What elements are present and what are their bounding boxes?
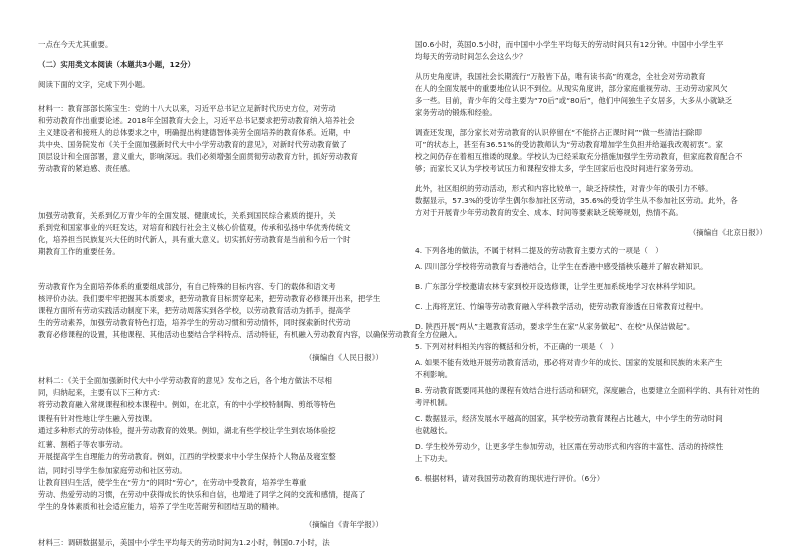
text-line: 期教育工作的重要任务。 — [38, 247, 120, 256]
text-line: 核评价办法。我们要牢牢把握其本质要求，把劳动教育目标贯穿起来，把劳动教育必修课开出来，把学生 — [38, 294, 381, 303]
text-line: 可”的状态上，甚至有36.51%的受访教师认为“劳动教育增加学生负担并给逼我改观初衷”。家 — [415, 140, 723, 149]
option-c-cont: 也就越长。 — [415, 426, 453, 435]
question-6: 6. 根据材料，请对我国劳动教育的现状进行评价。（6分） — [415, 474, 605, 483]
text-line: 家务劳动的锻炼和经验。 — [415, 108, 497, 117]
text-line: 和劳动教育作出重要论述。2018年全国教育大会上，习近平总书记要求把劳动教育纳入培养社会 — [38, 116, 355, 125]
source-citation: （摘编自《人民日报》） — [304, 353, 383, 362]
option-b[interactable]: B. 劳动教育既要同其他的课程有效结合进行活动和研究，深度融合，也要建立全面科学的、具有针对性的 — [415, 386, 760, 395]
option-d-cont: 上下功夫。 — [415, 454, 453, 463]
source-citation: （摘编自《青年学报》） — [304, 520, 383, 529]
option-c[interactable]: C. 上海将烹饪、竹编等劳动教育融入学科教学活动，使劳动教育渗透在日常教育过程中。 — [415, 302, 708, 311]
text-line: 顶层设计和全面部署，意义重大，影响深远。我们必须增强全面贯彻劳动教育方针，抓好劳动教育 — [38, 152, 358, 161]
text-line: 方对于开展青少年劳动教育的安全、成本、时间等要素缺乏统筹规划，热情不高。 — [415, 208, 683, 217]
text-line: 数据显示，57.3%的受访学生偶尔参加社区劳动，35.6%的受访学生从不参加社区劳动。此外，各 — [415, 196, 738, 205]
option-d[interactable]: D. 学生校外劳动少，让更多学生参加劳动，社区需在劳动形式和内容的丰富性、活动的持续性 — [415, 442, 724, 451]
text-line: 共中央、国务院发布《关于全面加强新时代大中小学劳动教育的意见》，对新时代劳动教育做了 — [38, 140, 347, 149]
text-line: 洁，同时引导学生参加家庭劳动和社区劳动。 — [38, 466, 187, 475]
text-line: 化，培养担当民族复兴大任的时代新人，具有重大意义。切实抓好劳动教育是当前和今后一个时 — [38, 235, 351, 244]
option-d[interactable]: D. 陕西开展“两从”主题教育活动，要求学生在家“从家务做起”、在校“从保洁做起”。 — [415, 322, 695, 331]
text-line: 将劳动教育融入常规课程和校本课程中。例如，在北京，有的中小学校特制陶、剪纸等特色 — [38, 400, 336, 409]
text-line: 调查还发现，部分家长对劳动教育的认识停留在“不能挤占正课时间”“做一些清洁扫除即 — [415, 128, 702, 137]
text-line: 够；而家长又认为学校考试压力和课程安排太多，学生回家后也没时间进行家务劳动。 — [415, 164, 698, 173]
source-citation: （摘编自《北京日报》） — [688, 228, 767, 237]
text-line: 开展提高学生自理能力的劳动教育。例如，江西的学校要求中小学生保持个人物品及寝室整 — [38, 452, 336, 461]
text-line: 阅读下面的文字，完成下列小题。 — [38, 80, 150, 89]
text-line: 一点在今天尤其重要。 — [38, 40, 113, 49]
text-line: 从历史角度讲，我国社会长期流行“万般皆下品，唯有读书高”的观念，全社会对劳动教育 — [415, 72, 706, 81]
option-b-cont: 考评机制。 — [415, 398, 453, 407]
text-line: 教育必修课程的设置，其他课程、其他活动也要结合学科特点、活动特征，有机融入劳动教育内容，以确保劳动教育全方位融入。 — [38, 330, 463, 339]
text-line: 劳动教育作为全面培养体系的重要组成部分，有自己特殊的目标内容、专门的载体和语文考 — [38, 282, 336, 291]
text-line: 校之间仍存在着相互推诿的现象。学校认为已经采取充分措施加强学生劳动教育，但家庭教育配合不 — [415, 152, 743, 161]
text-line: 材料二：《关于全面加强新时代大中小学劳动教育的意见》发布之后，各个地方做法不尽相 — [38, 376, 332, 385]
section-heading: （二）实用类文本阅读（本题共3小题，12分） — [38, 60, 195, 69]
text-line: 在人的全面发展中的重要地位认识不到位。从现实角度讲，部分家庭重视劳动、王动劳动家风欠 — [415, 84, 728, 93]
question-5: 5. 下列对材料相关内容的概括和分析，不正确的一项是（ ） — [415, 342, 619, 351]
text-line: 让教育回归生活，使学生在“劳力”的同时“劳心”，在劳动中受教育，培养学生尊重 — [38, 478, 307, 487]
text-line: 国0.6小时，英国0.5小时，而中国中小学生平均每天的劳动时间只有12分钟。中国中小学生平 — [415, 40, 724, 49]
text-line: 课程方面所有劳动实践活动制度下来，把劳动周落实到各学校，以劳动教育活动为抓手，提高学 — [38, 306, 351, 315]
option-a[interactable]: A. 四川部分学校将劳动教育与香港结合，让学生在香港中感受插秧乐趣并了解农耕知识。 — [415, 262, 708, 271]
option-a[interactable]: A. 如果不能有效地开展劳动教育活动，那必将对青少年的成长、国家的发展和民族的未来产生 — [415, 358, 723, 367]
text-line: 通过多种形式的劳动体验，提升劳动教育的效果。例如，湖北有些学校让学生到农场体验挖 — [38, 426, 336, 435]
text-line: 生的劳动素养，加强劳动教育特色打造，培养学生的劳动习惯和劳动情怀，同时探索新时代劳动 — [38, 318, 351, 327]
text-line: 此外，社区组织的劳动活动，形式和内容比较单一，缺乏持续性，对青少年的吸引力不够。 — [415, 184, 713, 193]
text-line: 系到党和国家事业的兴旺发达，对培育和践行社会主义核心价值观，传承和弘扬中华优秀传统文 — [38, 223, 351, 232]
text-line: 劳动教育的紧迫感、责任感。 — [38, 164, 135, 173]
text-line: 主义建设者和接班人的总体要求之中，明确提出构建德智体美劳全面培养的教育体系。近期，中 — [38, 128, 351, 137]
option-a-cont: 不利影响。 — [415, 370, 453, 379]
question-4: 4. 下列各地的做法，不属于材料二提及的劳动教育主要方式的一项是（ ） — [415, 246, 663, 255]
text-line: 劳动、热爱劳动的习惯，在劳动中获得成长的快乐和自信，也增进了同学之间的交流和感情，提高了 — [38, 490, 366, 499]
text-line: 均每天的劳动时间怎么会这么少？ — [415, 52, 527, 61]
text-line: 同，归纳起来，主要有以下三种方式： — [38, 388, 165, 397]
option-c[interactable]: C. 数据显示，经济发展水平越高的国家，其学校劳动教育课程占比越大，中小学生的劳动时间 — [415, 414, 723, 423]
text-line: 加强劳动教育，关系到亿万青少年的全面发展、健康成长，关系到国民综合素质的提升，关 — [38, 211, 336, 220]
text-line: 红薯、割稻子等农事劳动。 — [38, 440, 128, 449]
text-line: 材料一：教育部部长陈宝生：党的十八大以来，习近平总书记立足新时代历史方位，对劳动 — [38, 104, 336, 113]
text-line: 学生的身体素质和社会适应能力，培养了学生吃苦耐劳和团结互助的精神。 — [38, 502, 284, 511]
text-line: 多一些。目前，青少年的父母主要为“70后”或“80后”，他们中间独生子女居多，大多从小就缺乏 — [415, 96, 733, 105]
text-line: 课程有针对性地让学生融入劳技课。 — [38, 414, 158, 423]
text-line: 材料三：调研数据显示，美国中小学生平均每天的劳动时间为1.2小时，韩国0.7小时，法 — [38, 538, 330, 547]
option-b[interactable]: B. 广东部分学校邀请农林专家到校开设选修课，让学生更加系统地学习农林科学知识。 — [415, 282, 701, 291]
